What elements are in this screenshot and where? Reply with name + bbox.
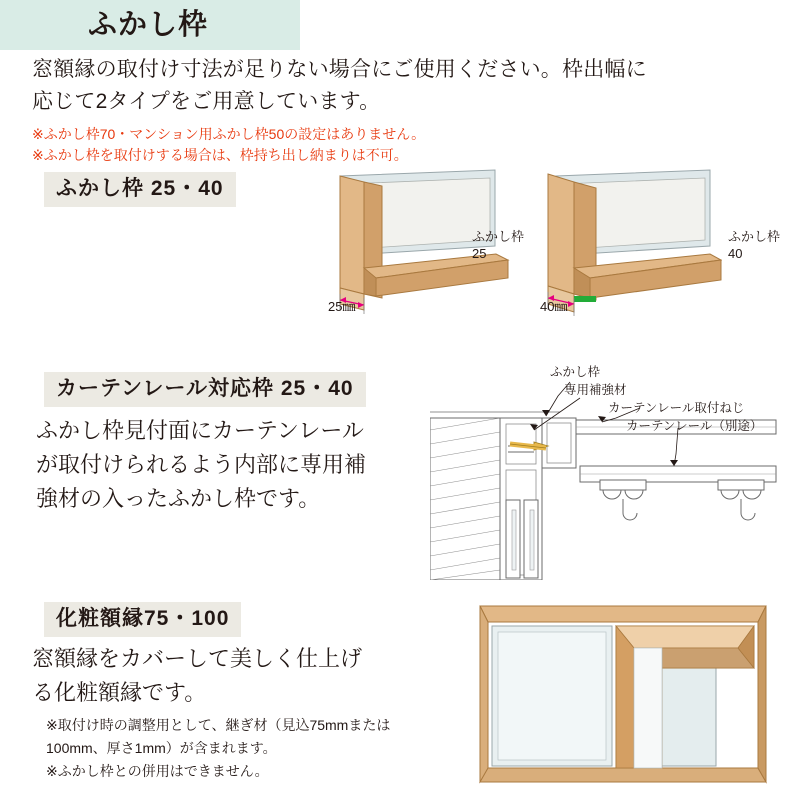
dimension-label-40: 40㎜ — [540, 299, 568, 314]
section-2-line-1: ふかし枠見付面にカーテンレール — [36, 418, 364, 443]
intro-note-2: ※ふかし枠を取付けする場合は、枠持ち出し納まりは不可。 — [32, 147, 408, 163]
intro-block — [32, 54, 772, 166]
label-fukashiwaku-25-line2: 25 — [472, 246, 487, 261]
section-1-chip-wrap — [44, 172, 236, 207]
section-3-note-2: ※ふかし枠との併用はできません。 — [46, 763, 269, 779]
section-1-illustrations — [310, 168, 780, 318]
label-fukashiwaku-40-line1: ふかし枠 — [728, 229, 781, 244]
page-title: ふかし枠 — [88, 9, 209, 41]
intro-line-2: 応じて2タイプをご用意しています。 — [32, 90, 381, 113]
section-3-chip-wrap — [44, 602, 241, 637]
section-3-illustration — [466, 592, 786, 792]
section-3-note-1-line-1: ※取付け時の調整用として、継ぎ材（見込75mmまたは — [46, 717, 391, 733]
callout-reinforcement: 専用補強材 — [564, 383, 627, 397]
section-2-chip-wrap — [44, 372, 366, 407]
section-3-line-2: る化粧額縁です。 — [32, 680, 207, 705]
dimension-label-25: 25㎜ — [328, 299, 356, 314]
section-3-text — [32, 642, 442, 710]
callout-fukashiwaku: ふかし枠 — [550, 365, 601, 379]
intro-line-1: 窓額縁の取付け寸法が足りない場合にご使用ください。枠出幅に — [32, 58, 647, 81]
section-2-text — [36, 414, 426, 516]
keshou-gakubuchi-diagram — [466, 592, 786, 792]
section-2-line-3: 強材の入ったふかし枠です。 — [36, 486, 321, 511]
section-2-illustration — [430, 360, 790, 580]
callout-curtain-rail: カーテンレール（別途） — [626, 419, 763, 433]
section-3-line-1: 窓額縁をカバーして美しく仕上げ — [32, 646, 363, 671]
section-3-title: 化粧額縁75・100 — [44, 602, 241, 637]
callout-rail-screw: カーテンレール取付ねじ — [608, 401, 745, 415]
page-header — [0, 0, 800, 50]
intro-note-1: ※ふかし枠70・マンション用ふかし枠50の設定はありません。 — [32, 126, 426, 142]
section-2-title: カーテンレール対応枠 25・40 — [44, 372, 366, 407]
section-2-line-2: が取付けられるよう内部に専用補 — [36, 452, 367, 477]
label-fukashiwaku-40-line2: 40 — [728, 246, 743, 261]
section-3-note-1-line-2: 100mm、厚さ1mm）が含まれます。 — [46, 740, 277, 756]
section-1-title: ふかし枠 25・40 — [44, 172, 236, 207]
label-fukashiwaku-25-line1: ふかし枠 — [472, 229, 525, 244]
section-3-notes — [46, 714, 446, 783]
